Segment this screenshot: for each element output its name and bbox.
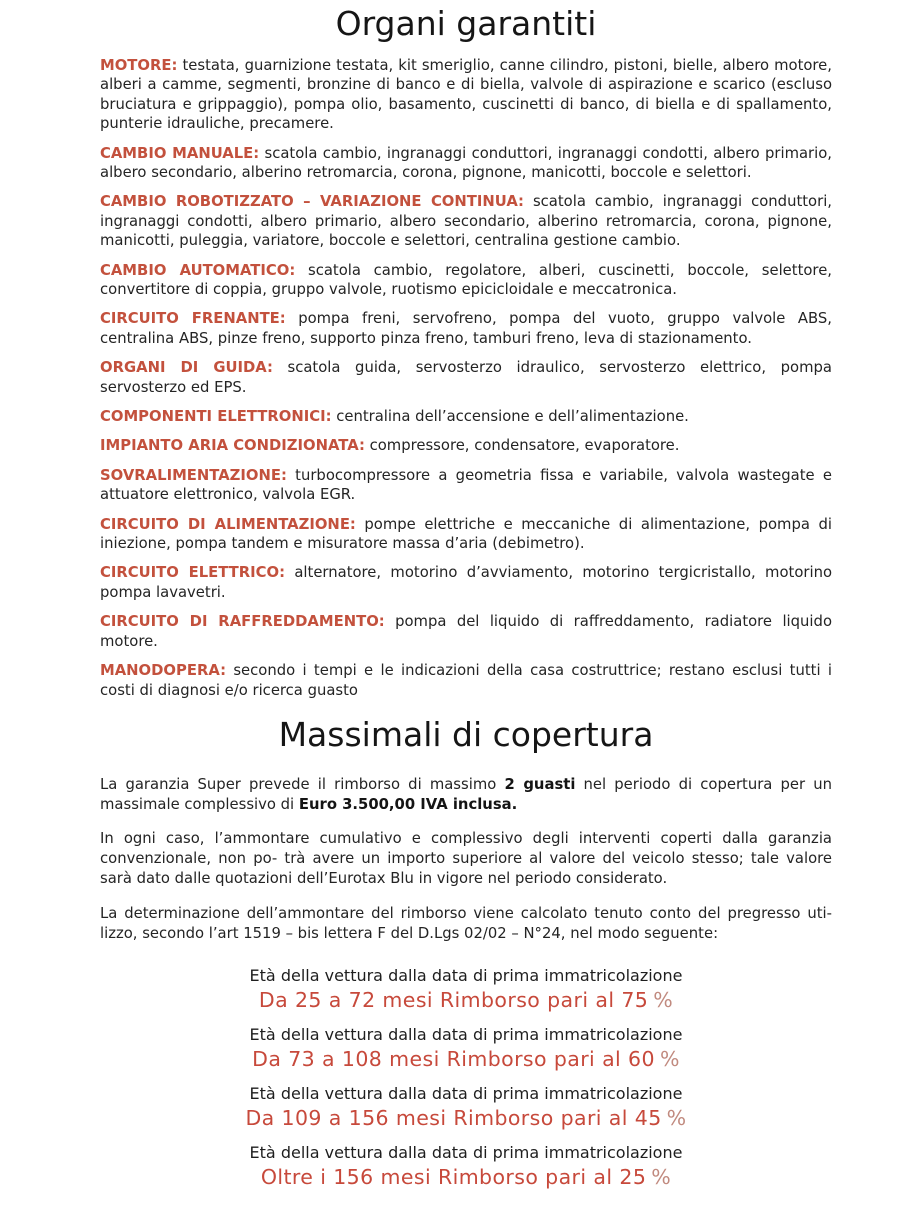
organ-section-label: IMPIANTO ARIA CONDIZIONATA: xyxy=(100,437,365,455)
page-title: Organi garantiti xyxy=(335,4,597,43)
organ-section-item xyxy=(100,144,832,183)
organ-section-item xyxy=(100,515,832,554)
organ-section-label: CAMBIO AUTOMATICO: xyxy=(100,261,296,279)
organ-section-label: CAMBIO ROBOTIZZATO – VARIAZIONE CONTINUA: xyxy=(100,193,524,211)
guaranteed-organs-list xyxy=(100,56,832,700)
organ-section-label: MOTORE: xyxy=(100,56,178,74)
reimbursement-value xyxy=(100,1105,832,1131)
organ-section-item xyxy=(100,563,832,602)
percent-sign: % xyxy=(651,1165,672,1190)
organ-section-item xyxy=(100,309,832,348)
organ-section-item xyxy=(100,192,832,250)
bold-run: Euro 3.500,00 IVA inclusa. xyxy=(298,795,518,813)
organ-section-text: pompe elettriche e meccaniche di alimentazione, pompa di iniezione, pompa tandem e misuratore massa d’aria (debimetro). xyxy=(100,515,832,553)
organ-section-label: CIRCUITO DI RAFFREDDAMENTO: xyxy=(100,613,385,631)
organ-section-item xyxy=(100,407,832,426)
organ-section-text: scatola cambio, ingranaggi conduttori, ingranaggi condotti, albero primario, albero secondario, alberino retromarcia, corona, pignone, manicotti, puleggia, variatore, boccole e selettori, centralina gestione cambio. xyxy=(100,193,833,250)
organ-section-text: turbocompressore a geometria fissa e variabile, valvola wastegate e attuatore elettronico, valvola EGR. xyxy=(100,466,832,504)
organ-section-text: secondo i tempi e le indicazioni della casa costruttrice; restano esclusi tutti i costi di diagnosi e/o ricerca guasto xyxy=(100,662,832,699)
coverage-paragraph xyxy=(100,829,832,888)
vehicle-age-label: Età della vettura dalla data di prima immatricolazione xyxy=(249,1084,683,1104)
coverage-paragraphs xyxy=(100,775,832,944)
coverage-paragraph xyxy=(100,775,832,815)
organ-section-item xyxy=(100,261,832,300)
vehicle-age-label: Età della vettura dalla data di prima immatricolazione xyxy=(249,1025,683,1045)
reimbursement-text: Da 25 a 72 mesi Rimborso pari al 75 xyxy=(258,988,649,1013)
reimbursement-value xyxy=(100,1046,832,1072)
organ-section-text: scatola guida, servosterzo idraulico, servosterzo elettrico, pompa servosterzo ed EPS. xyxy=(100,359,832,396)
reimbursement-item xyxy=(100,1142,832,1190)
organ-section-text: centralina dell’accensione e dell’alimentazione. xyxy=(331,408,689,426)
organ-section-item xyxy=(100,466,832,505)
text-run: nel periodo di copertura per un massimale complessivo di xyxy=(100,775,832,813)
coverage-title: Massimali di copertura xyxy=(278,714,654,754)
reimbursement-item xyxy=(100,1083,832,1131)
organ-section-item xyxy=(100,56,832,134)
text-run: In ogni caso, l’ammontare cumulativo e complessivo degli interventi coperti dalla garanzia convenzionale, non po- trà avere un importo superiore al valore del veicolo stesso; tale valore sarà dato dalle quotazioni dell’Eurotax Blu in vigore nel periodo considerato. xyxy=(100,830,832,888)
text-run: La determinazione dell’ammontare del rimborso viene calcolato tenuto conto del pregresso uti- lizzo, secondo l’art 1519 – bis lettera F del D.Lgs 02/02 – N°24, nel modo seguente: xyxy=(100,904,832,942)
organ-section-item xyxy=(100,612,832,651)
organ-section-label: CIRCUITO FRENANTE: xyxy=(100,310,286,328)
organ-section-text: scatola cambio, regolatore, alberi, cuscinetti, boccole, selettore, convertitore di coppia, gruppo valvole, ruotismo epicicloidale e meccatronica. xyxy=(100,261,832,298)
organ-section-text: pompa freni, servofreno, pompa del vuoto, gruppo valvole ABS, centralina ABS, pinze freno, supporto pinza freno, tamburi freno, leva di stazionamento. xyxy=(100,310,832,347)
reimbursement-text: Da 109 a 156 mesi Rimborso pari al 45 xyxy=(245,1106,662,1131)
organ-section-label: SOVRALIMENTAZIONE: xyxy=(100,466,287,484)
percent-sign: % xyxy=(653,988,674,1013)
organ-section-text: alternatore, motorino d’avviamento, motorino tergicristallo, motorino pompa lavavetri. xyxy=(100,564,833,601)
reimbursement-item xyxy=(100,965,832,1013)
vehicle-age-label: Età della vettura dalla data di prima immatricolazione xyxy=(249,966,683,986)
organ-section-label: ORGANI DI GUIDA: xyxy=(100,359,273,377)
vehicle-age-label: Età della vettura dalla data di prima immatricolazione xyxy=(249,1143,683,1163)
reimbursement-value xyxy=(100,987,832,1013)
reimbursement-text: Da 73 a 108 mesi Rimborso pari al 60 xyxy=(252,1047,655,1072)
reimbursement-text: Oltre i 156 mesi Rimborso pari al 25 xyxy=(260,1165,647,1190)
percent-sign: % xyxy=(666,1106,687,1131)
organ-section-label: CIRCUITO ELETTRICO: xyxy=(100,564,286,582)
coverage-paragraph xyxy=(100,904,832,944)
organ-section-label: COMPONENTI ELETTRONICI: xyxy=(100,408,332,426)
organ-section-text: testata, guarnizione testata, kit smeriglio, canne cilindro, pistoni, bielle, albero motore, alberi a camme, segmenti, bronzine di banco e di biella, valvole di aspirazione e scarico (escluso bruciatura e grippaggio), pompa olio, basamento, cuscinetti di banco, di biella e di spallamento, punterie idrauliche, precamere. xyxy=(100,56,832,133)
reimbursement-schedule xyxy=(100,965,832,1190)
organ-section-label: MANODOPERA: xyxy=(100,662,226,680)
reimbursement-value xyxy=(100,1164,832,1190)
organ-section-item xyxy=(100,661,832,700)
organ-section-text: compressore, condensatore, evaporatore. xyxy=(364,437,680,455)
organ-section-item xyxy=(100,436,832,455)
organ-section-label: CIRCUITO DI ALIMENTAZIONE: xyxy=(100,515,356,533)
bold-run: 2 guasti xyxy=(504,775,576,793)
organ-section-item xyxy=(100,358,832,397)
organ-section-text: scatola cambio, ingranaggi conduttori, ingranaggi condotti, albero primario, albero secondario, alberino retromarcia, corona, pignone, manicotti, boccole e selettori. xyxy=(100,144,833,181)
percent-sign: % xyxy=(659,1047,680,1072)
reimbursement-item xyxy=(100,1024,832,1072)
organ-section-label: CAMBIO MANUALE: xyxy=(100,144,260,162)
text-run: La garanzia Super prevede il rimborso di massimo xyxy=(100,775,505,793)
organ-section-text: pompa del liquido di raffreddamento, radiatore liquido motore. xyxy=(100,613,832,650)
